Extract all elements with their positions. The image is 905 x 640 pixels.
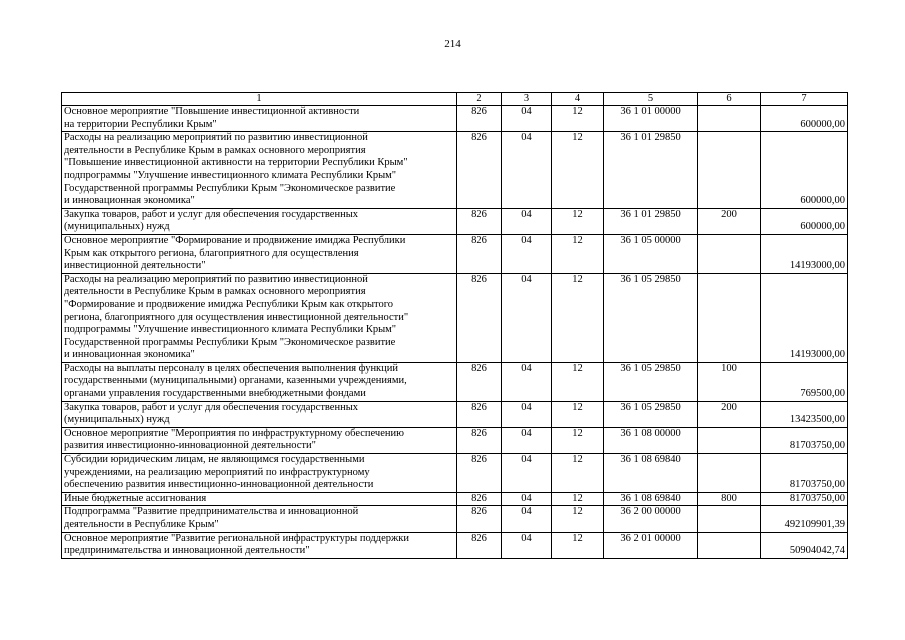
row-col3-cell: 04: [502, 454, 552, 493]
row-col3-cell: 04: [502, 401, 552, 427]
row-col3-cell: 04: [502, 106, 552, 132]
header-cell: 5: [604, 93, 698, 106]
row-amount-cell: 81703750,00: [761, 492, 848, 506]
row-amount-cell: 600000,00: [761, 208, 848, 234]
table-row: [62, 506, 848, 532]
row-amount-cell: 13423500,00: [761, 401, 848, 427]
row-col6-cell: 100: [698, 362, 761, 401]
row-col3-cell: 04: [502, 273, 552, 362]
row-col4-cell: 12: [552, 106, 604, 132]
row-name-cell: Основное мероприятие "Развитие региональной инфраструктуры поддержки предпринимательства и инновационной деятельности": [62, 532, 457, 558]
row-col2-cell: 826: [457, 401, 502, 427]
row-col3-cell: 04: [502, 427, 552, 453]
row-col3-cell: 04: [502, 492, 552, 506]
header-cell: 6: [698, 93, 761, 106]
header-cell: 1: [62, 93, 457, 106]
row-col2-cell: 826: [457, 208, 502, 234]
row-col6-cell: [698, 427, 761, 453]
row-amount-cell: 769500,00: [761, 362, 848, 401]
row-col6-cell: [698, 506, 761, 532]
row-col6-cell: [698, 532, 761, 558]
row-col3-cell: 04: [502, 506, 552, 532]
table-row: [62, 234, 848, 273]
row-col6-cell: [698, 454, 761, 493]
row-col5-cell: 36 2 01 00000: [604, 532, 698, 558]
row-col6-cell: [698, 132, 761, 209]
row-col5-cell: 36 1 08 00000: [604, 427, 698, 453]
row-col2-cell: 826: [457, 454, 502, 493]
row-col6-cell: [698, 106, 761, 132]
row-col2-cell: 826: [457, 273, 502, 362]
row-col5-cell: 36 2 00 00000: [604, 506, 698, 532]
row-col6-cell: [698, 234, 761, 273]
row-amount-cell: 50904042,74: [761, 532, 848, 558]
row-col5-cell: 36 1 01 00000: [604, 106, 698, 132]
row-amount-cell: 492109901,39: [761, 506, 848, 532]
budget-table: [61, 92, 848, 559]
row-col2-cell: 826: [457, 532, 502, 558]
row-col3-cell: 04: [502, 362, 552, 401]
row-col4-cell: 12: [552, 492, 604, 506]
row-name-cell: Субсидии юридическим лицам, не являющимся государственными учреждениями, на реализацию мероприятий по инфраструктурному обеспечению развития инвестиционно-инновационной деятельности: [62, 454, 457, 493]
row-amount-cell: 81703750,00: [761, 427, 848, 453]
row-col3-cell: 04: [502, 208, 552, 234]
table-row: [62, 273, 848, 362]
row-col3-cell: 04: [502, 234, 552, 273]
row-name-cell: Расходы на реализацию мероприятий по развитию инвестиционной деятельности в Республике Крым в рамках основного мероприятия "Повышение инвестиционной активности на территории Республики Крым" подпрограммы "Улучшение инвестиционного климата Республики Крым" Государственной программы Республики Крым "Экономическое развитие и инновационная экономика": [62, 132, 457, 209]
row-col4-cell: 12: [552, 401, 604, 427]
table-row: [62, 427, 848, 453]
row-col3-cell: 04: [502, 132, 552, 209]
table-header-row: [62, 93, 848, 106]
row-col5-cell: 36 1 05 29850: [604, 401, 698, 427]
table-row: [62, 208, 848, 234]
row-col4-cell: 12: [552, 506, 604, 532]
row-name-cell: Основное мероприятие "Мероприятия по инфраструктурному обеспечению развития инвестиционно-инновационной деятельности": [62, 427, 457, 453]
row-name-cell: Основное мероприятие "Повышение инвестиционной активности на территории Республики Крым": [62, 106, 457, 132]
row-name-cell: Иные бюджетные ассигнования: [62, 492, 457, 506]
row-col2-cell: 826: [457, 427, 502, 453]
row-col6-cell: 200: [698, 208, 761, 234]
row-col6-cell: 200: [698, 401, 761, 427]
row-name-cell: Подпрограмма "Развитие предпринимательства и инновационной деятельности в Республике Крым": [62, 506, 457, 532]
row-name-cell: Расходы на выплаты персоналу в целях обеспечения выполнения функций государственными (муниципальными) органами, казенными учреждениями, органами управления государственными внебюджетными фондами: [62, 362, 457, 401]
row-col5-cell: 36 1 05 00000: [604, 234, 698, 273]
row-col4-cell: 12: [552, 362, 604, 401]
row-col6-cell: [698, 273, 761, 362]
row-col2-cell: 826: [457, 132, 502, 209]
row-col4-cell: 12: [552, 532, 604, 558]
row-col5-cell: 36 1 01 29850: [604, 208, 698, 234]
row-amount-cell: 14193000,00: [761, 273, 848, 362]
row-col4-cell: 12: [552, 273, 604, 362]
row-col5-cell: 36 1 05 29850: [604, 362, 698, 401]
table-row: [62, 106, 848, 132]
row-col4-cell: 12: [552, 132, 604, 209]
table-row: [62, 492, 848, 506]
table-row: [62, 454, 848, 493]
row-col5-cell: 36 1 08 69840: [604, 454, 698, 493]
row-col5-cell: 36 1 01 29850: [604, 132, 698, 209]
row-col4-cell: 12: [552, 454, 604, 493]
header-cell: 3: [502, 93, 552, 106]
row-col4-cell: 12: [552, 234, 604, 273]
table-row: [62, 362, 848, 401]
budget-table-body: [62, 93, 848, 559]
row-col5-cell: 36 1 08 69840: [604, 492, 698, 506]
row-name-cell: Закупка товаров, работ и услуг для обеспечения государственных (муниципальных) нужд: [62, 401, 457, 427]
header-cell: 4: [552, 93, 604, 106]
row-col4-cell: 12: [552, 208, 604, 234]
header-cell: 7: [761, 93, 848, 106]
row-name-cell: Расходы на реализацию мероприятий по развитию инвестиционной деятельности в Республике Крым в рамках основного мероприятия "Формирование и продвижение имиджа Республики Крым как открытого региона, благоприятного для осуществления инвестиционной деятельности" подпрограммы "Улучшение инвестиционного климата Республики Крым" Государственной программы Республики Крым "Экономическое развитие и инновационная экономика": [62, 273, 457, 362]
row-col2-cell: 826: [457, 234, 502, 273]
table-row: [62, 132, 848, 209]
row-amount-cell: 600000,00: [761, 106, 848, 132]
page-number: 214: [444, 38, 461, 50]
header-cell: 2: [457, 93, 502, 106]
row-col3-cell: 04: [502, 532, 552, 558]
row-col2-cell: 826: [457, 106, 502, 132]
row-name-cell: Основное мероприятие "Формирование и продвижение имиджа Республики Крым как открытого региона, благоприятного для осуществления инвестиционной деятельности": [62, 234, 457, 273]
row-amount-cell: 81703750,00: [761, 454, 848, 493]
row-col4-cell: 12: [552, 427, 604, 453]
row-name-cell: Закупка товаров, работ и услуг для обеспечения государственных (муниципальных) нужд: [62, 208, 457, 234]
table-row: [62, 532, 848, 558]
row-amount-cell: 600000,00: [761, 132, 848, 209]
row-col2-cell: 826: [457, 362, 502, 401]
row-amount-cell: 14193000,00: [761, 234, 848, 273]
row-col2-cell: 826: [457, 492, 502, 506]
row-col2-cell: 826: [457, 506, 502, 532]
row-col6-cell: 800: [698, 492, 761, 506]
table-row: [62, 401, 848, 427]
row-col5-cell: 36 1 05 29850: [604, 273, 698, 362]
